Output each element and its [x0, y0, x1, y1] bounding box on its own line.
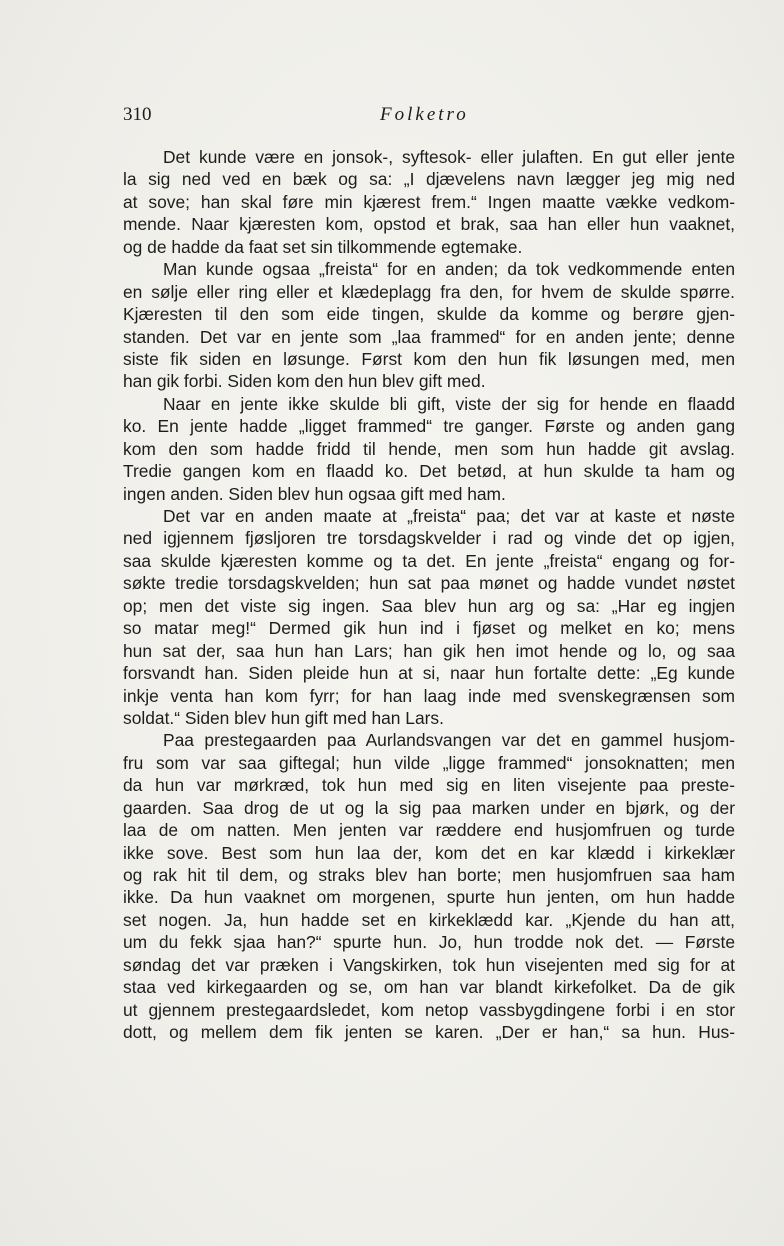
text-line: da hun var mørkræd, tok hun med sig en liten visejente paa preste-: [123, 775, 735, 796]
text-line: kom den som hadde fridd til hende, men som hun hadde git avslag.: [123, 438, 735, 459]
text-line: Det var en anden maate at „freista“ paa; det var at kaste et nøste: [163, 506, 735, 526]
text-line: laa de om natten. Men jenten var ræddere end husjomfruen og turde: [123, 820, 735, 841]
body-text: [123, 146, 735, 1044]
text-line: en sølje eller ring eller et klædeplagg fra den, for hvem de skulde spørre.: [123, 281, 735, 302]
text-line: at sove; han skal føre min kjærest frem.“ Ingen maatte vække vedkom-: [123, 191, 735, 212]
text-line: Naar en jente ikke skulde bli gift, viste der sig for hende en flaadd: [163, 393, 735, 414]
text-line: og rak hit til dem, og straks blev han borte; men husjomfruen saa ham: [123, 865, 735, 885]
text-line: fru som var saa giftegal; hun vilde „ligge frammed“ jonsoknatten; men: [123, 752, 735, 773]
text-line: siste fik siden en løsunge. Først kom den hun fik løsungen med, men: [123, 348, 735, 369]
text-line: ut gjennem prestegaardsledet, kom netop vassbygdingene forbi i en stor: [123, 999, 735, 1020]
text-line: og de hadde da faat set sin tilkommende egtemake.: [123, 236, 523, 257]
text-line: ko. En jente hadde „ligget frammed“ tre ganger. Første og anden gang: [123, 416, 735, 437]
text-line: forsvandt han. Siden pleide hun at si, naar hun fortalte dette: „Eg kunde: [123, 663, 735, 684]
text-line: saa skulde kjæresten komme og ta det. En jente „freista“ engang og for-: [123, 550, 735, 571]
text-line: set nogen. Ja, hun hadde set en kirkeklædd kar. „Kjende du han att,: [123, 909, 735, 930]
text-line: søndag det var præken i Vangskirken, tok hun visejenten med sig for at: [123, 954, 735, 975]
text-line: søkte tredie torsdagskvelden; hun sat paa mønet og hadde vundet nøstet: [123, 573, 735, 594]
text-line: so matar meg!“ Dermed gik hun ind i fjøset og melket en ko; mens: [123, 618, 735, 639]
running-title: Folketro: [380, 104, 469, 125]
text-line: mende. Naar kjæresten kom, opstod et brak, saa han eller hun vaaknet,: [123, 214, 735, 235]
text-line: Paa prestegaarden paa Aurlandsvangen var det en gammel husjom-: [163, 730, 735, 751]
text-line: Man kunde ogsaa „freista“ for en anden; da tok vedkommende enten: [163, 259, 735, 280]
page-number: 310: [123, 104, 152, 125]
text-line: ingen anden. Siden blev hun ogsaa gift med ham.: [123, 483, 506, 504]
text-line: dott, og mellem dem fik jenten se karen. „Der er han,“ sa hun. Hus-: [123, 1022, 735, 1043]
text-line: soldat.“ Siden blev hun gift med han Lars.: [123, 707, 444, 728]
text-line: Kjæresten til den som eide tingen, skulde da komme og berøre gjen-: [123, 304, 735, 325]
text-line: standen. Det var en jente som „laa frammed“ for en anden jente; denne: [123, 326, 735, 347]
text-line: op; men det viste sig ingen. Saa blev hun arg og sa: „Har eg ingjen: [123, 595, 735, 616]
text-line: la sig ned ved en bæk og sa: „I djævelens navn lægger jeg mig ned: [123, 169, 735, 190]
text-line: ikke sove. Best som hun laa der, kom det en kar klædd i kirkeklær: [123, 842, 735, 863]
text-line: um du fekk sjaa han?“ spurte hun. Jo, hun trodde nok det. — Første: [123, 932, 735, 953]
text-line: ikke. Da hun vaaknet om morgenen, spurte hun jenten, om hun hadde: [123, 887, 735, 908]
text-line: gaarden. Saa drog de ut og la sig paa marken under en bjørk, og der: [123, 797, 735, 818]
text-line: ned igjennem fjøsljoren tre torsdagskvelder i rad og vinde det op igjen,: [123, 528, 735, 549]
text-line: Det kunde være en jonsok-, syftesok- eller julaften. En gut eller jente: [163, 147, 735, 167]
text-line: staa ved kirkegaarden og se, om han var blandt kirkefolket. Da de gik: [123, 977, 735, 998]
text-line: hun sat der, saa hun han Lars; han gik hen imot hende og lo, og saa: [123, 640, 735, 661]
text-line: inkje venta han kom fyrr; for han laag inde med svenskegrænsen som: [123, 685, 735, 706]
page-header: [123, 104, 735, 130]
text-line: Tredie gangen kom en flaadd ko. Det betød, at hun skulde ta ham og: [123, 461, 735, 482]
text-line: han gik forbi. Siden kom den hun blev gift med.: [123, 371, 486, 392]
